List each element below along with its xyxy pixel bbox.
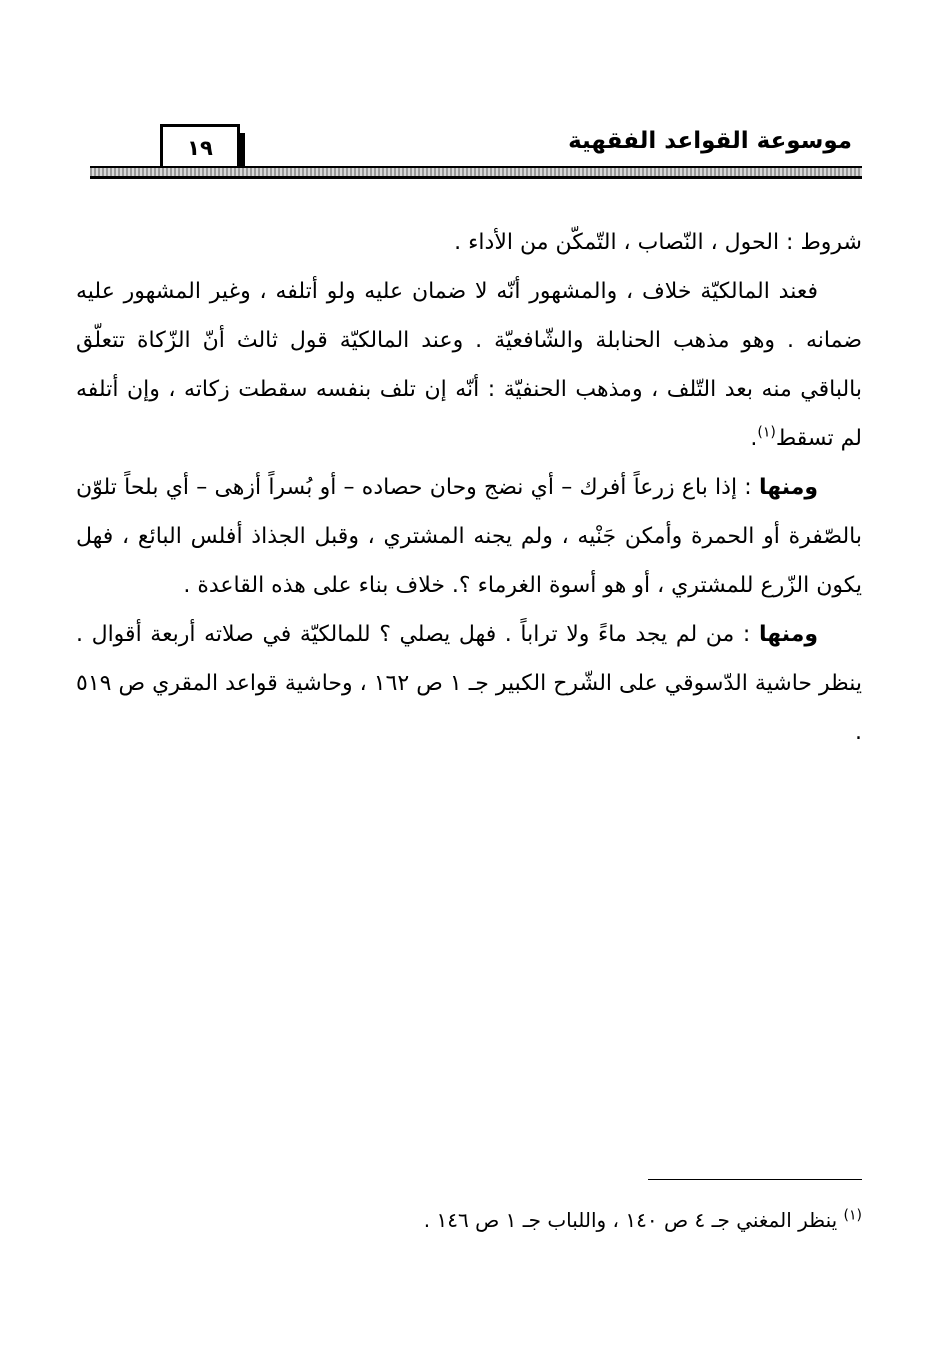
paragraph-2 <box>76 267 862 463</box>
footnote-reference[interactable]: (١) <box>757 424 776 441</box>
body-text <box>76 218 862 757</box>
page-number: ١٩ <box>160 124 240 168</box>
paragraph-2-text: فعند المالكيّة خلاف ، والمشهور أنّه لا ضمان عليه ولو أتلفه ، وغير المشهور عليه ضمانه . وهو مذهب الحنابلة والشّافعيّة . وعند المالكيّة قول ثالث أنّ الزّكاة تتعلّق بالباقي منه بعد التّلف ، ومذهب الحنفيّة : أنّه إن تلف بنفسه سقطت زكاته ، وإن أتلفه لم تسقط <box>76 279 862 451</box>
paragraph-1 <box>76 218 862 267</box>
paragraph-2-end: . <box>750 426 758 451</box>
paragraph-4-text: : من لم يجد ماءً ولا تراباً . فهل يصلي ؟ للمالكيّة في صلاته أربعة أقوال . ينظر حاشية الدّسوقي على الشّرح الكبير جـ ١ ص ١٦٢ ، وحاشية قواعد المقري ص ٥١٩ . <box>76 622 862 745</box>
footnote-divider <box>648 1179 862 1180</box>
paragraph-3 <box>76 463 862 610</box>
paragraph-4 <box>76 610 862 757</box>
running-header-title: موسوعة القواعد الفقهية <box>568 128 852 154</box>
paragraph-4-lead: ومنها <box>758 622 818 647</box>
footnote-marker: (١) <box>843 1207 862 1224</box>
paragraph-1-text: شروط : الحول ، النّصاب ، التّمكّن من الأداء . <box>454 230 862 255</box>
footnote-text: ينظر المغني جـ ٤ ص ١٤٠ ، واللباب جـ ١ ص ١٤٦ . <box>423 1208 844 1232</box>
footnote <box>424 1200 862 1240</box>
paragraph-3-lead: ومنها <box>758 475 818 500</box>
header-divider <box>90 166 862 179</box>
paragraph-3-text: : إذا باع زرعاً أفرك – أي نضج وحان حصاده – أو بُسراً أزهى – أي بلحاً تلوّن بالصّفرة أو الحمرة وأمكن جَنْيه ، ولم يجنه المشتري ، وقبل الجذاذ أفلس البائع ، فهل يكون الزّرع للمشتري ، أو هو أسوة الغرماء ؟. خلاف بناء على هذه القاعدة . <box>76 475 862 598</box>
